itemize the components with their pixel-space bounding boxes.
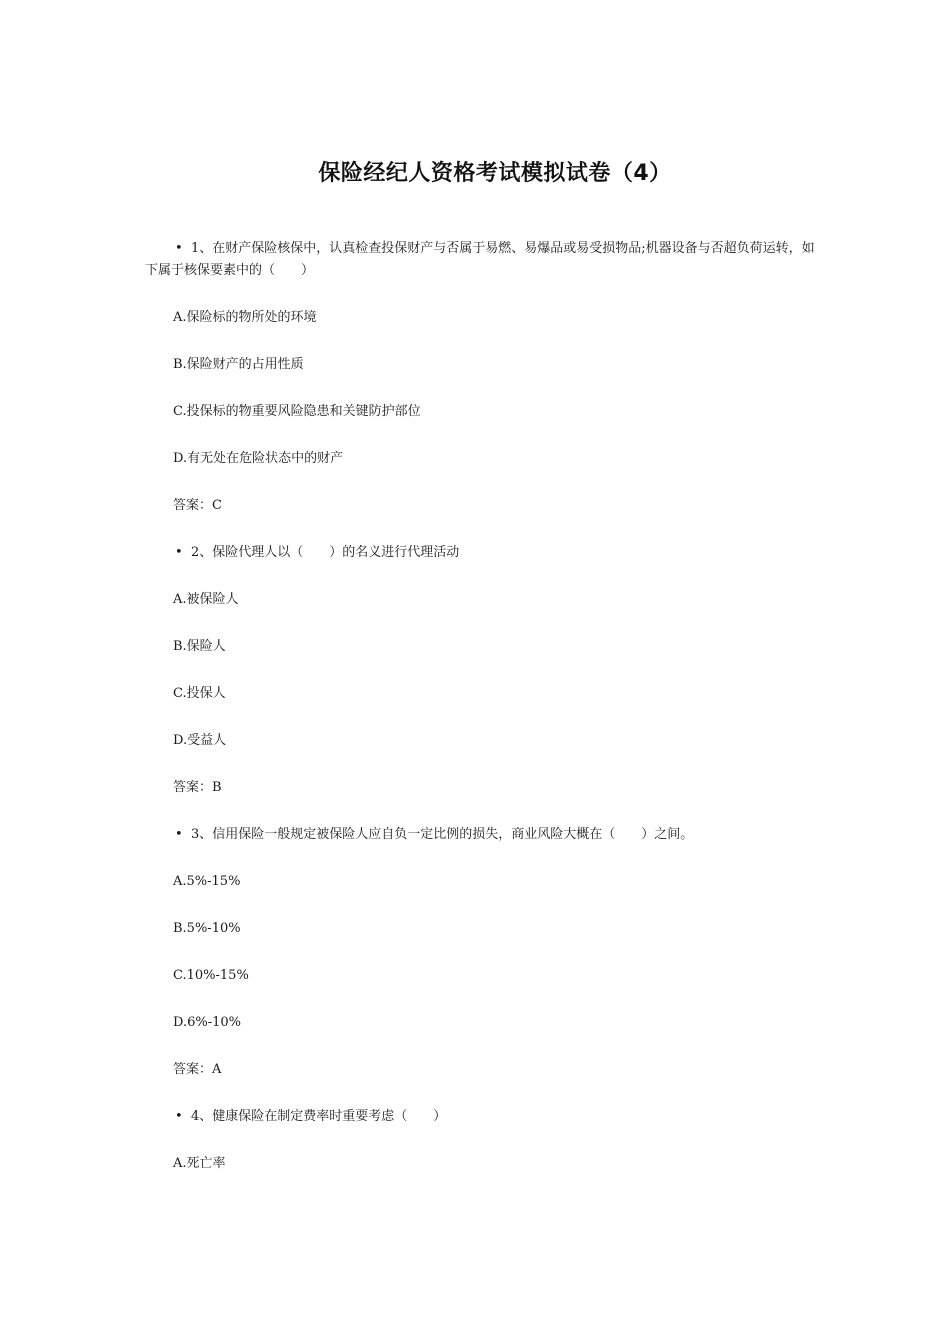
question-3-text	[145, 824, 815, 846]
question-1-text	[145, 238, 815, 282]
bullet-icon: •	[175, 1109, 183, 1124]
question-1-stem: 1、在财产保险核保中，认真检查投保财产与否属于易燃、易爆品或易受损物品;机器设备与否超负荷运转，如下属于核保要素中的（ ）	[145, 241, 815, 278]
question-1-answer: 答案：C	[173, 498, 222, 513]
question-4-text	[145, 1106, 815, 1128]
question-1-option-d: D.有无处在危险状态中的财产	[173, 451, 344, 466]
question-1-option-a: A.保险标的物所处的环境	[173, 310, 317, 325]
question-4-option-a: A.死亡率	[173, 1156, 226, 1171]
document-title: 保险经纪人资格考试模拟试卷（4）	[318, 161, 672, 186]
bullet-icon: •	[175, 545, 183, 560]
question-3-stem: 3、信用保险一般规定被保险人应自负一定比例的损失，商业风险大概在（ ）之间。	[191, 827, 694, 842]
question-list	[0, 238, 950, 1200]
question-2-option-d: D.受益人	[173, 733, 227, 748]
question-2-stem: 2、保险代理人以（ ）的名义进行代理活动	[191, 545, 460, 560]
question-2-option-c: C.投保人	[173, 686, 226, 701]
question-2-option-a: A.被保险人	[173, 592, 239, 607]
question-1-option-b: B.保险财产的占用性质	[173, 357, 304, 372]
question-3-answer: 答案：A	[173, 1062, 222, 1077]
question-2-option-b: B.保险人	[173, 639, 226, 654]
question-2-answer: 答案：B	[173, 780, 222, 795]
bullet-icon: •	[175, 827, 183, 842]
question-3-option-a: A.5%-15%	[173, 874, 241, 889]
question-3-option-d: D.6%-10%	[173, 1015, 242, 1030]
bullet-icon: •	[175, 241, 183, 256]
question-1-option-c: C.投保标的物重要风险隐患和关键防护部位	[173, 404, 421, 419]
question-4-stem: 4、健康保险在制定费率时重要考虑（ ）	[191, 1109, 447, 1124]
question-2-text	[145, 542, 815, 564]
question-3-option-b: B.5%-10%	[173, 921, 241, 936]
question-3-option-c: C.10%-15%	[173, 968, 249, 983]
